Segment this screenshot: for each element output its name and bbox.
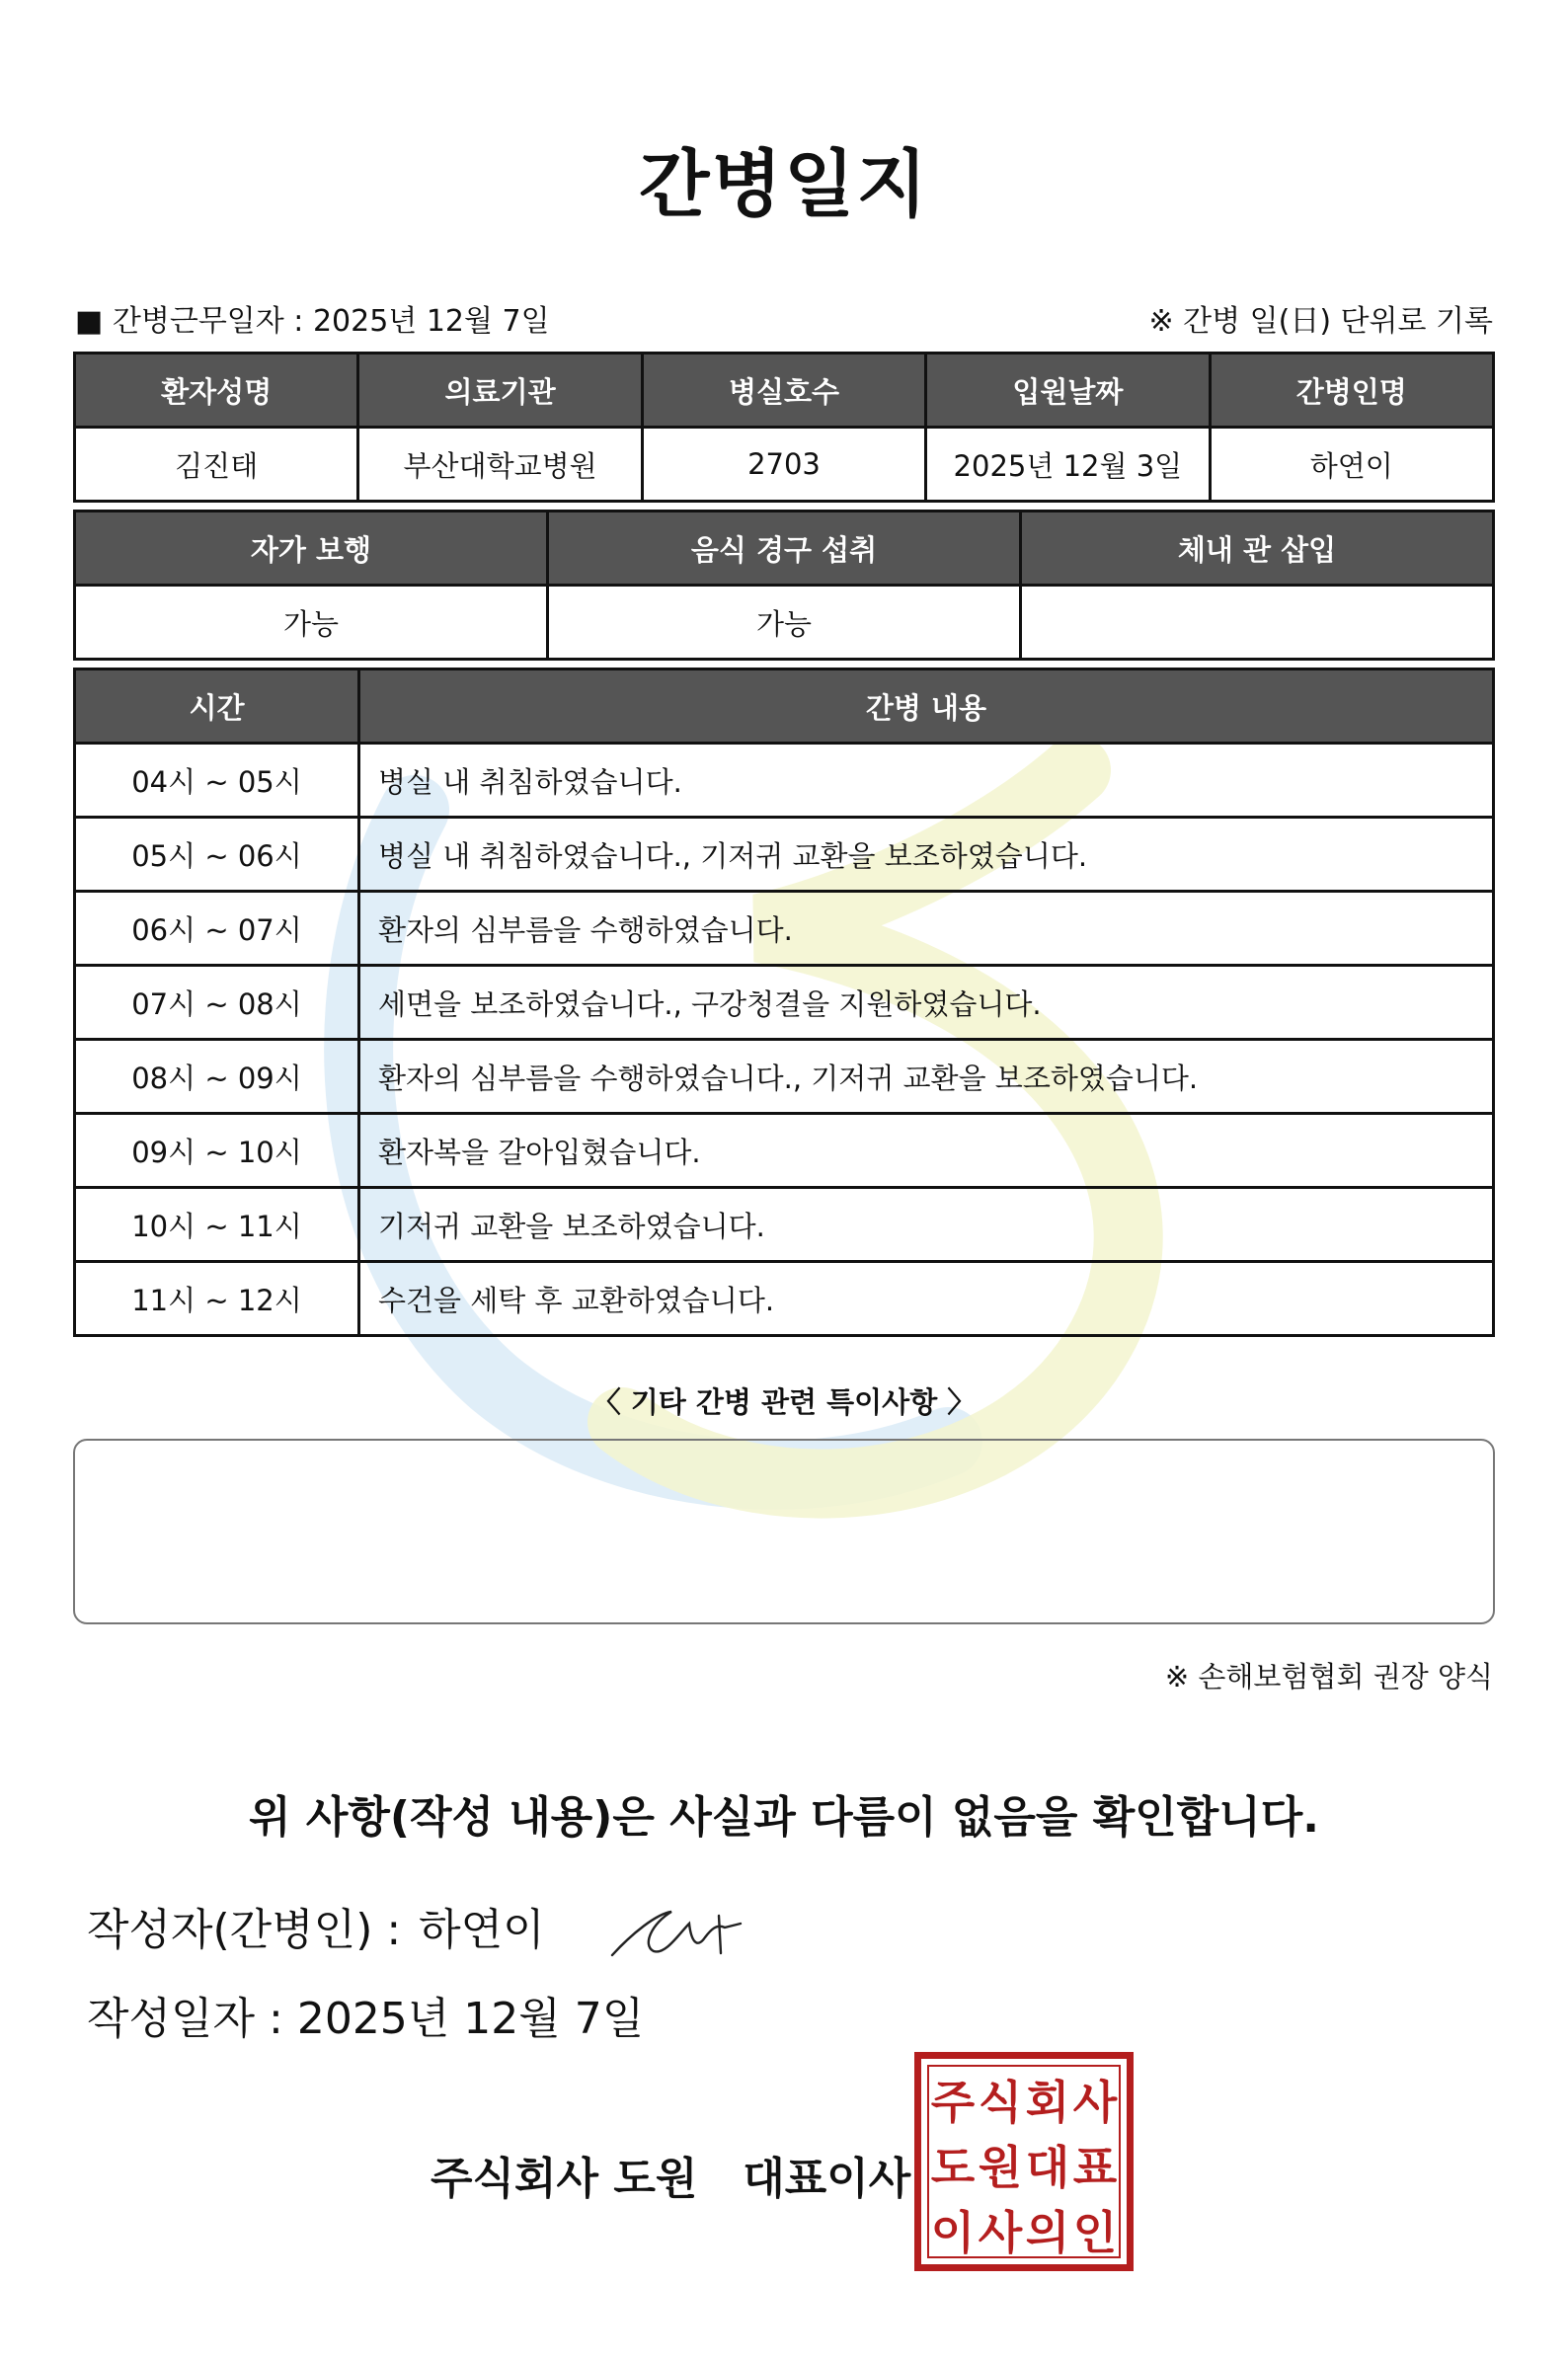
work-date-label: ■ 간병근무일자 :	[75, 304, 304, 339]
log-content: 병실 내 취침하였습니다., 기저귀 교환을 보조하였습니다.	[359, 818, 1494, 892]
special-notes-title: 〈 기타 간병 관련 특이사항 〉	[591, 1385, 977, 1419]
header-caregiver-name: 간병인명	[1210, 354, 1493, 428]
status-table	[73, 510, 1495, 661]
table-row	[75, 1188, 1494, 1262]
log-time: 10시 ~ 11시	[75, 1188, 359, 1262]
recommend-note: ※ 손해보험협회 권장 양식	[1164, 1660, 1493, 1693]
log-content: 병실 내 취침하였습니다.	[359, 744, 1494, 818]
seal-grid	[927, 2065, 1121, 2258]
status-table-header-row	[75, 512, 1494, 586]
header-time: 시간	[75, 669, 359, 744]
seal-character: 도	[930, 2141, 976, 2194]
header-admission-date: 입원날짜	[926, 354, 1210, 428]
confirmation-statement: 위 사항(작성 내용)은 사실과 다름이 없음을 확인합니다.	[249, 1792, 1319, 1843]
log-time: 09시 ~ 10시	[75, 1114, 359, 1188]
log-content: 환자복을 갈아입혔습니다.	[359, 1114, 1494, 1188]
record-note: ※ 간병 일(日) 단위로 기록	[1148, 304, 1493, 339]
log-time: 07시 ~ 08시	[75, 966, 359, 1040]
log-time: 05시 ~ 06시	[75, 818, 359, 892]
written-date-label: 작성일자 :	[87, 1994, 283, 2044]
value-room-number: 2703	[642, 428, 925, 502]
seal-character: 표	[1072, 2141, 1118, 2194]
log-content: 수건을 세탁 후 교환하였습니다.	[359, 1262, 1494, 1336]
care-log-table	[73, 668, 1495, 1337]
table-row	[75, 818, 1494, 892]
seal-character: 식	[978, 2076, 1023, 2129]
value-caregiver-name: 하연이	[1210, 428, 1493, 502]
header-care-content: 간병 내용	[359, 669, 1494, 744]
seal-character: 회	[1025, 2076, 1070, 2129]
seal-character: 인	[1072, 2206, 1118, 2259]
value-admission-date: 2025년 12월 3일	[926, 428, 1210, 502]
log-content: 환자의 심부름을 수행하였습니다.	[359, 892, 1494, 966]
care-log-header-row	[75, 669, 1494, 744]
status-table-value-row	[75, 586, 1494, 660]
header-patient-name: 환자성명	[75, 354, 358, 428]
seal-character: 대	[1025, 2141, 1070, 2194]
writer-line	[87, 1894, 545, 1957]
header-self-walking: 자가 보행	[75, 512, 548, 586]
header-oral-intake: 음식 경구 섭취	[548, 512, 1021, 586]
company-representative: 주식회사 도원 대표이사	[431, 2154, 911, 2204]
table-row	[75, 1114, 1494, 1188]
header-tube-insertion: 체내 관 삽입	[1021, 512, 1494, 586]
written-date-line	[87, 1983, 644, 2046]
seal-character: 주	[930, 2076, 976, 2129]
patient-table-header-row	[75, 354, 1494, 428]
table-row	[75, 1040, 1494, 1114]
log-time: 06시 ~ 07시	[75, 892, 359, 966]
work-date	[75, 296, 550, 340]
writer-name: 하연이	[419, 1905, 545, 1955]
signature-mark	[602, 1894, 750, 1971]
patient-table	[73, 352, 1495, 503]
value-tube-insertion	[1021, 586, 1494, 660]
header-hospital: 의료기관	[358, 354, 642, 428]
work-date-value: 2025년 12월 7일	[312, 304, 550, 339]
value-self-walking: 가능	[75, 586, 548, 660]
patient-table-value-row	[75, 428, 1494, 502]
seal-character: 사	[1072, 2076, 1118, 2129]
value-oral-intake: 가능	[548, 586, 1021, 660]
special-notes-box	[73, 1439, 1495, 1624]
log-time: 08시 ~ 09시	[75, 1040, 359, 1114]
company-seal	[914, 2052, 1134, 2271]
table-row	[75, 966, 1494, 1040]
log-content: 세면을 보조하였습니다., 구강청결을 지원하였습니다.	[359, 966, 1494, 1040]
document-title: 간병일지	[639, 142, 929, 227]
writer-label: 작성자(간병인) :	[87, 1905, 402, 1955]
value-patient-name: 김진태	[75, 428, 358, 502]
seal-character: 원	[978, 2141, 1023, 2194]
seal-character: 사	[978, 2206, 1023, 2259]
log-time: 04시 ~ 05시	[75, 744, 359, 818]
seal-character: 의	[1025, 2206, 1070, 2259]
table-row	[75, 1262, 1494, 1336]
header-room-number: 병실호수	[642, 354, 925, 428]
log-content: 환자의 심부름을 수행하였습니다., 기저귀 교환을 보조하였습니다.	[359, 1040, 1494, 1114]
log-content: 기저귀 교환을 보조하였습니다.	[359, 1188, 1494, 1262]
table-row	[75, 744, 1494, 818]
value-hospital: 부산대학교병원	[358, 428, 642, 502]
log-time: 11시 ~ 12시	[75, 1262, 359, 1336]
written-date-value: 2025년 12월 7일	[296, 1994, 645, 2044]
table-row	[75, 892, 1494, 966]
seal-character: 이	[930, 2206, 976, 2259]
